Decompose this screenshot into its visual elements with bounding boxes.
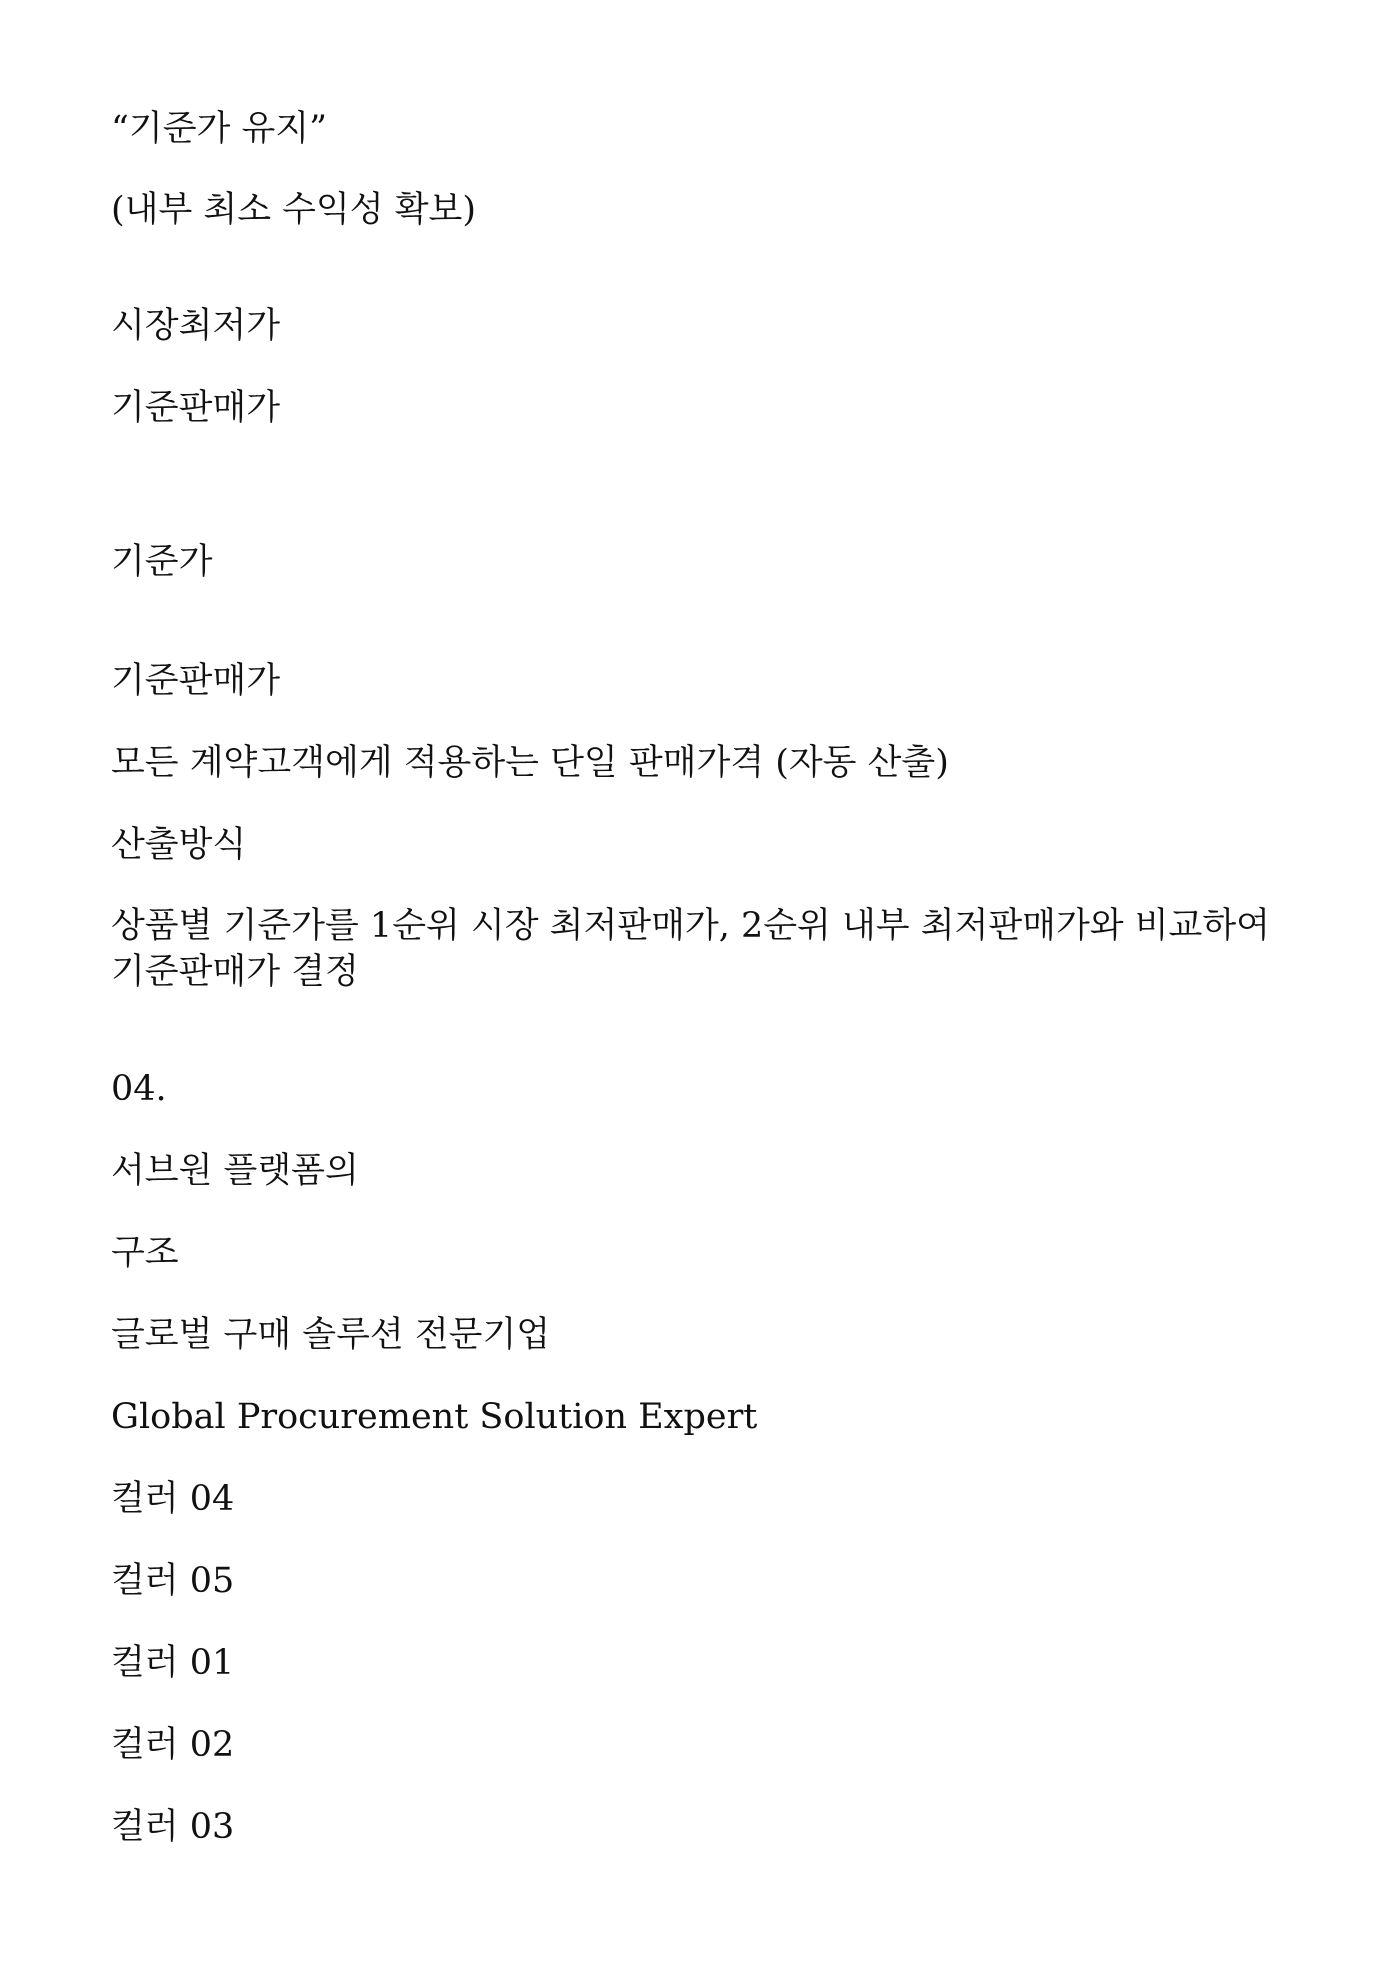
section-number: 04. bbox=[111, 1069, 167, 1109]
label-market-lowest-price: 시장최저가 bbox=[111, 306, 281, 346]
label-base-price: 기준가 bbox=[111, 542, 213, 582]
quote-keep-base-price: “기준가 유지” bbox=[111, 109, 327, 149]
section-title-line-2: 구조 bbox=[111, 1233, 179, 1273]
section-title-line-1: 서브원 플랫폼의 bbox=[111, 1151, 359, 1191]
color-label-05: 컬러 05 bbox=[111, 1561, 235, 1601]
company-tagline-english: Global Procurement Solution Expert bbox=[111, 1397, 758, 1437]
color-label-04: 컬러 04 bbox=[111, 1479, 235, 1519]
company-tagline-korean: 글로벌 구매 솔루션 전문기업 bbox=[111, 1315, 551, 1355]
color-label-03: 컬러 03 bbox=[111, 1807, 235, 1847]
heading-calculation-method: 산출방식 bbox=[111, 825, 247, 865]
color-label-01: 컬러 01 bbox=[111, 1643, 235, 1683]
note-internal-profitability: (내부 최소 수익성 확보) bbox=[111, 190, 476, 230]
color-label-02: 컬러 02 bbox=[111, 1725, 235, 1765]
label-standard-selling-price: 기준판매가 bbox=[111, 388, 281, 428]
description-calculation-method: 상품별 기준가를 1순위 시장 최저판매가, 2순위 내부 최저판매가와 비교하여 기준판매가 결정 bbox=[111, 906, 1270, 992]
heading-standard-selling-price: 기준판매가 bbox=[111, 661, 281, 701]
description-single-selling-price: 모든 계약고객에게 적용하는 단일 판매가격 (자동 산출) bbox=[111, 743, 949, 783]
